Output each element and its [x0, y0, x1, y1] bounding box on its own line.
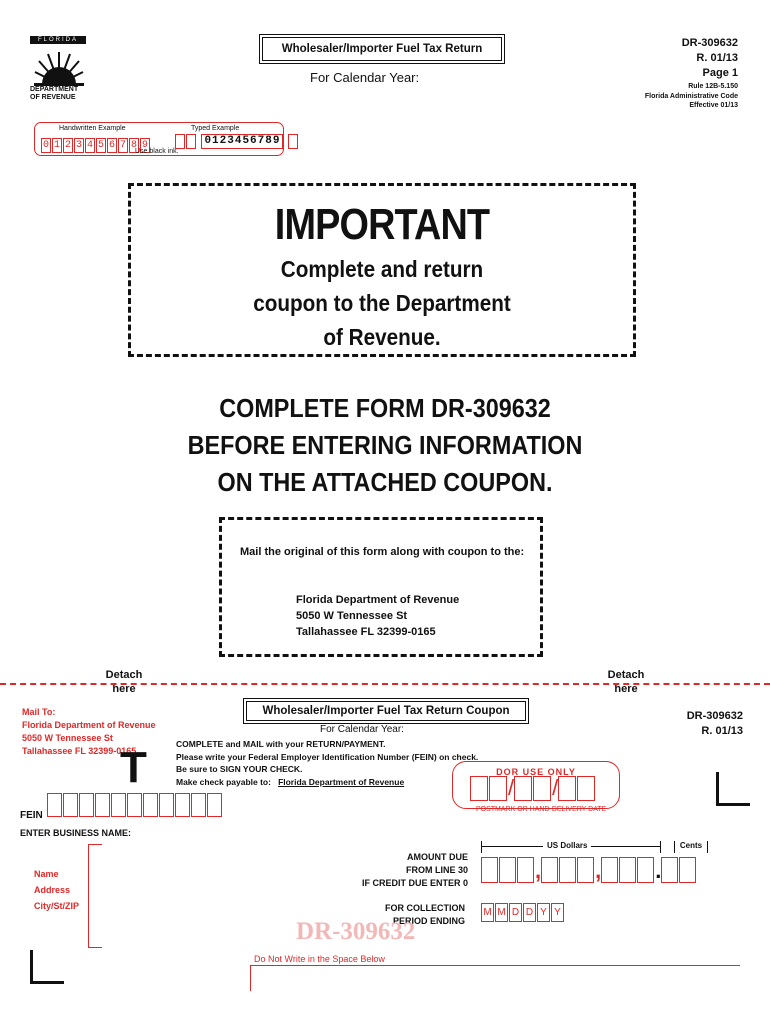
collection-period-input[interactable] — [481, 902, 565, 922]
form-title: Wholesaler/Importer Fuel Tax Return — [262, 37, 502, 61]
admin-code: Florida Administrative Code — [644, 92, 738, 100]
detach-cut-line — [0, 683, 770, 685]
collection-period-label: FOR COLLECTION PERIOD ENDING — [385, 903, 465, 926]
complete-line-2: BEFORE ENTERING INFORMATION — [187, 430, 583, 460]
typed-label: Typed Example — [191, 125, 240, 132]
fein-input[interactable] — [47, 793, 223, 822]
important-line-2: coupon to the Department — [253, 290, 511, 316]
rule-block — [645, 82, 738, 111]
typed-digits: 0123456789 — [201, 134, 283, 149]
mail-street: 5050 W Tennessee St — [296, 610, 408, 622]
handwritten-digit-cell: 5 — [97, 140, 104, 151]
calendar-year-label: For Calendar Year: — [310, 70, 420, 85]
handwritten-digit-cell: 0 — [42, 140, 49, 151]
instruction-3: Be sure to SIGN YOUR CHECK. — [176, 764, 303, 774]
payee-name: Florida Department of Revenue — [278, 776, 405, 787]
instruction-4: Make check payable to: Florida Department of Revenue — [176, 776, 405, 787]
cents-label: Cents — [679, 841, 703, 850]
us-dollars-bracket — [481, 841, 661, 853]
detach-left: Detach here — [105, 669, 143, 695]
amount-due-label: AMOUNT DUE FROM LINE 30 IF CREDIT DUE ENTER 0 — [361, 852, 468, 888]
date-cell[interactable]: M — [495, 903, 508, 922]
watermark: DR-309632 — [296, 918, 416, 945]
dor-use-only-label: DOR USE ONLY — [496, 767, 576, 777]
date-cell[interactable]: M — [481, 903, 494, 922]
scan-corner-mark-bottom — [30, 950, 64, 984]
coupon-revision: R. 01/13 — [701, 725, 743, 737]
florida-dor-logo — [30, 36, 88, 106]
amount-due-input[interactable]: , , . — [481, 857, 697, 883]
do-not-write-label: Do Not Write in the Space Below — [254, 954, 385, 964]
name-label: Name — [34, 869, 59, 879]
logo-dept: DEPARTMENT OF REVENUE — [30, 86, 79, 101]
logo-state: FLORIDA — [30, 36, 86, 44]
form-number: DR-309632 — [681, 37, 738, 49]
fein-label: FEIN — [20, 810, 43, 821]
name-address-labels — [34, 866, 79, 914]
name-address-bracket[interactable] — [88, 844, 102, 948]
address-label: Address — [34, 885, 71, 895]
coupon-title: Wholesaler/Importer Fuel Tax Return Coupon — [246, 701, 526, 721]
mail-to-label: Mail To: — [22, 707, 56, 717]
revision: R. 01/13 — [696, 52, 738, 64]
handwritten-digit-cell: 1 — [53, 140, 60, 151]
postmark-label: POSTMARK OR HAND-DELIVERY DATE — [476, 806, 607, 813]
business-name-label: ENTER BUSINESS NAME: — [20, 828, 132, 838]
complete-notice — [129, 390, 642, 501]
mail-address — [296, 592, 459, 640]
sunburst-icon — [34, 46, 84, 86]
coupon-instructions — [176, 738, 478, 788]
handwritten-label: Handwritten Example — [59, 125, 126, 132]
effective-date: Effective 01/13 — [689, 102, 738, 109]
instruction-1: COMPLETE and MAIL with your RETURN/PAYMENT. — [176, 739, 386, 749]
coupon-form-number: DR-309632 — [686, 710, 743, 722]
handwritten-digit-cell: 6 — [108, 140, 115, 151]
coupon-form-number-block — [687, 709, 743, 739]
scan-mark-t: T — [120, 743, 147, 792]
city-label: City/St/ZIP — [34, 901, 80, 911]
date-cell[interactable]: D — [509, 903, 522, 922]
do-not-write-area — [250, 965, 740, 991]
handwritten-digit-cell: 4 — [86, 140, 93, 151]
form-number-block — [682, 36, 738, 81]
detach-right: Detach here — [607, 669, 645, 695]
mail-to-city: Tallahassee FL 32399-0165 — [22, 746, 137, 756]
us-dollars-label: US Dollars — [543, 841, 591, 850]
date-cell[interactable]: D — [523, 903, 536, 922]
important-line-3: of Revenue. — [323, 324, 441, 350]
postmark-date-boxes: / / — [470, 776, 596, 806]
mail-instructions-box — [219, 517, 543, 657]
handwritten-digit-cell: 2 — [64, 140, 71, 151]
mail-name: Florida Department of Revenue — [296, 594, 460, 606]
mail-city: Tallahassee FL 32399-0165 — [296, 626, 436, 638]
complete-line-1: COMPLETE FORM DR-309632 — [219, 393, 551, 423]
date-cell[interactable]: Y — [537, 903, 550, 922]
coupon-calendar-year: For Calendar Year: — [320, 724, 404, 735]
writing-examples — [34, 122, 284, 156]
handwritten-digit-cell: 3 — [75, 140, 82, 151]
rule-text: Rule 12B-5.150 — [688, 83, 738, 90]
ink-note: Use black ink. — [135, 148, 179, 155]
mail-instruction: Mail the original of this form along with coupon to the: — [240, 546, 525, 558]
mail-to-name: Florida Department of Revenue — [22, 720, 156, 730]
handwritten-digit-cell: 8 — [130, 140, 137, 151]
dor-use-only-box — [452, 761, 620, 809]
instruction-2: Please write your Federal Employer Identification Number (FEIN) on check. — [176, 751, 479, 762]
important-body — [156, 252, 608, 354]
scan-corner-mark — [716, 772, 750, 806]
handwritten-digit-cell: 7 — [119, 140, 126, 151]
page-number: Page 1 — [702, 67, 738, 79]
important-box — [128, 183, 636, 357]
cents-bracket — [674, 841, 708, 853]
typed-example — [175, 134, 299, 154]
handwritten-digit-cell: 9 — [141, 140, 148, 151]
complete-line-3: ON THE ATTACHED COUPON. — [217, 467, 553, 497]
date-cell[interactable]: Y — [551, 903, 564, 922]
important-title: IMPORTANT — [274, 200, 490, 249]
important-line-1: Complete and return — [280, 256, 484, 282]
mail-to-street: 5050 W Tennessee St — [22, 733, 113, 743]
